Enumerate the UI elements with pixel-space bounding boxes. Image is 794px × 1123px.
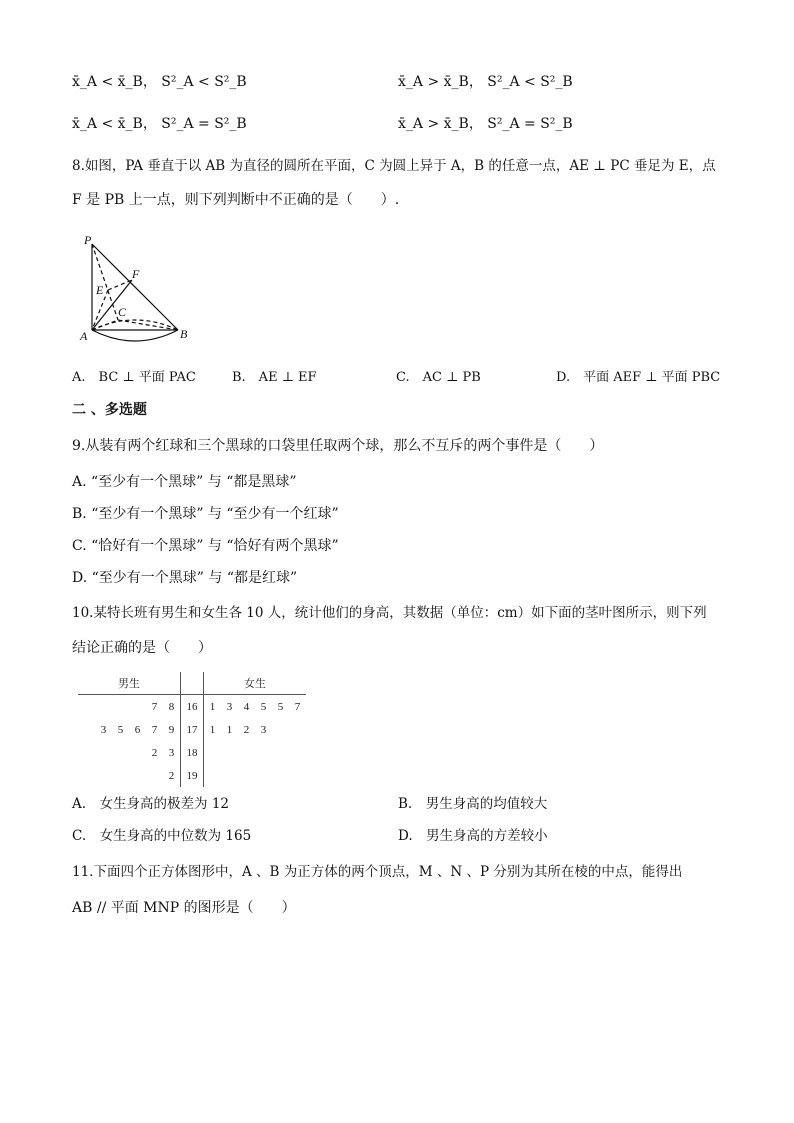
q7-option-c: x̄_A < x̄_B， S²_A = S²_B	[72, 116, 247, 132]
q9-stem: 9.从装有两个红球和三个黑球的口袋里任取两个球，那么不互斥的两个事件是（ ）	[72, 438, 604, 454]
leaf: 1	[209, 700, 216, 713]
leaf: 2	[243, 723, 250, 736]
q10-option-c: C. 女生身高的中位数为 165	[72, 828, 252, 844]
leaf: 5	[260, 700, 267, 713]
q10-option-d: D. 男生身高的方差较小	[398, 828, 548, 844]
leaf: 3	[168, 746, 175, 759]
leaf: 2	[151, 746, 158, 759]
female-header: 女生	[204, 672, 307, 695]
label-p: P	[84, 233, 92, 247]
label-e: E	[96, 283, 104, 297]
male-header: 男生	[78, 672, 181, 695]
q10-option-b: B. 男生身高的均值较大	[398, 796, 548, 812]
leaf	[129, 695, 146, 719]
leaf: 9	[168, 723, 175, 736]
leaf: 1	[209, 723, 216, 736]
q10-stem-line1: 10.某特长班有男生和女生各 10 人，统计他们的身高，其数据（单位：cm）如下面的茎叶图所示，则下列	[72, 605, 707, 621]
table-row	[78, 718, 306, 741]
stem-header	[181, 672, 204, 695]
section-heading-multiple-choice: 二 、多选题	[72, 402, 147, 418]
label-f: F	[132, 267, 140, 281]
leaf	[95, 695, 112, 719]
q8-option-d: D. 平面 AEF ⊥ 平面 PBC	[556, 370, 721, 385]
leaf: 3	[226, 700, 233, 713]
q8-stem-line1: 8.如图，PA 垂直于以 AB 为直径的圆所在平面，C 为圆上异于 A，B 的任意一点，AE ⊥ PC 垂足为 E，点	[72, 158, 716, 174]
stem: 18	[181, 741, 204, 764]
leaf: 2	[168, 769, 175, 782]
leaf: 7	[294, 700, 301, 713]
q7-option-d: x̄_A > x̄_B， S²_A = S²_B	[398, 116, 573, 132]
table-header-row	[78, 672, 306, 695]
q8-geometry-figure	[70, 230, 210, 350]
q10-option-a: A. 女生身高的极差为 12	[72, 796, 230, 812]
stem: 19	[181, 764, 204, 787]
leaf: 7	[151, 723, 158, 736]
q9-option-b: B. “至少有一个黑球” 与 “至少有一个红球”	[72, 506, 339, 522]
leaf: 5	[277, 700, 284, 713]
table-row	[78, 695, 306, 719]
q7-option-a: x̄_A < x̄_B， S²_A < S²_B	[72, 74, 247, 90]
label-c: C	[118, 305, 127, 319]
q8-option-c: C. AC ⊥ PB	[396, 370, 481, 385]
q8-option-a: A. BC ⊥ 平面 PAC	[72, 370, 196, 385]
table-row	[78, 764, 306, 787]
q7-option-b: x̄_A > x̄_B， S²_A < S²_B	[398, 74, 573, 90]
stem: 17	[181, 718, 204, 741]
leaf: 3	[100, 723, 107, 736]
q9-option-d: D. “至少有一个黑球” 与 “都是红球”	[72, 570, 298, 586]
stem: 16	[181, 695, 204, 719]
q11-stem-line2: AB // 平面 MNP 的图形是（ ）	[72, 900, 296, 916]
label-a: A	[80, 329, 88, 343]
leaf	[112, 695, 129, 719]
leaf: 4	[243, 700, 250, 713]
q11-stem-line1: 11.下面四个正方体图形中，A 、B 为正方体的两个顶点，M 、N 、P 分别为其所在棱的中点，能得出	[72, 864, 683, 880]
leaf: 6	[134, 723, 141, 736]
leaf: 8	[168, 700, 175, 713]
leaf: 5	[117, 723, 124, 736]
leaf: 3	[260, 723, 267, 736]
q8-option-b: B. AE ⊥ EF	[232, 370, 317, 385]
stem-and-leaf-table	[78, 672, 306, 787]
leaf: 7	[151, 700, 158, 713]
leaf	[78, 695, 95, 719]
q8-stem-line2: F 是 PB 上一点，则下列判断中不正确的是（ ）.	[72, 192, 400, 208]
q9-option-a: A. “至少有一个黑球” 与 “都是黑球”	[72, 474, 297, 490]
q10-stem-line2: 结论正确的是（ ）	[72, 640, 212, 656]
leaf: 1	[226, 723, 233, 736]
label-b: B	[180, 327, 188, 341]
q9-option-c: C. “恰好有一个黑球” 与 “恰好有两个黑球”	[72, 538, 339, 554]
table-row	[78, 741, 306, 764]
